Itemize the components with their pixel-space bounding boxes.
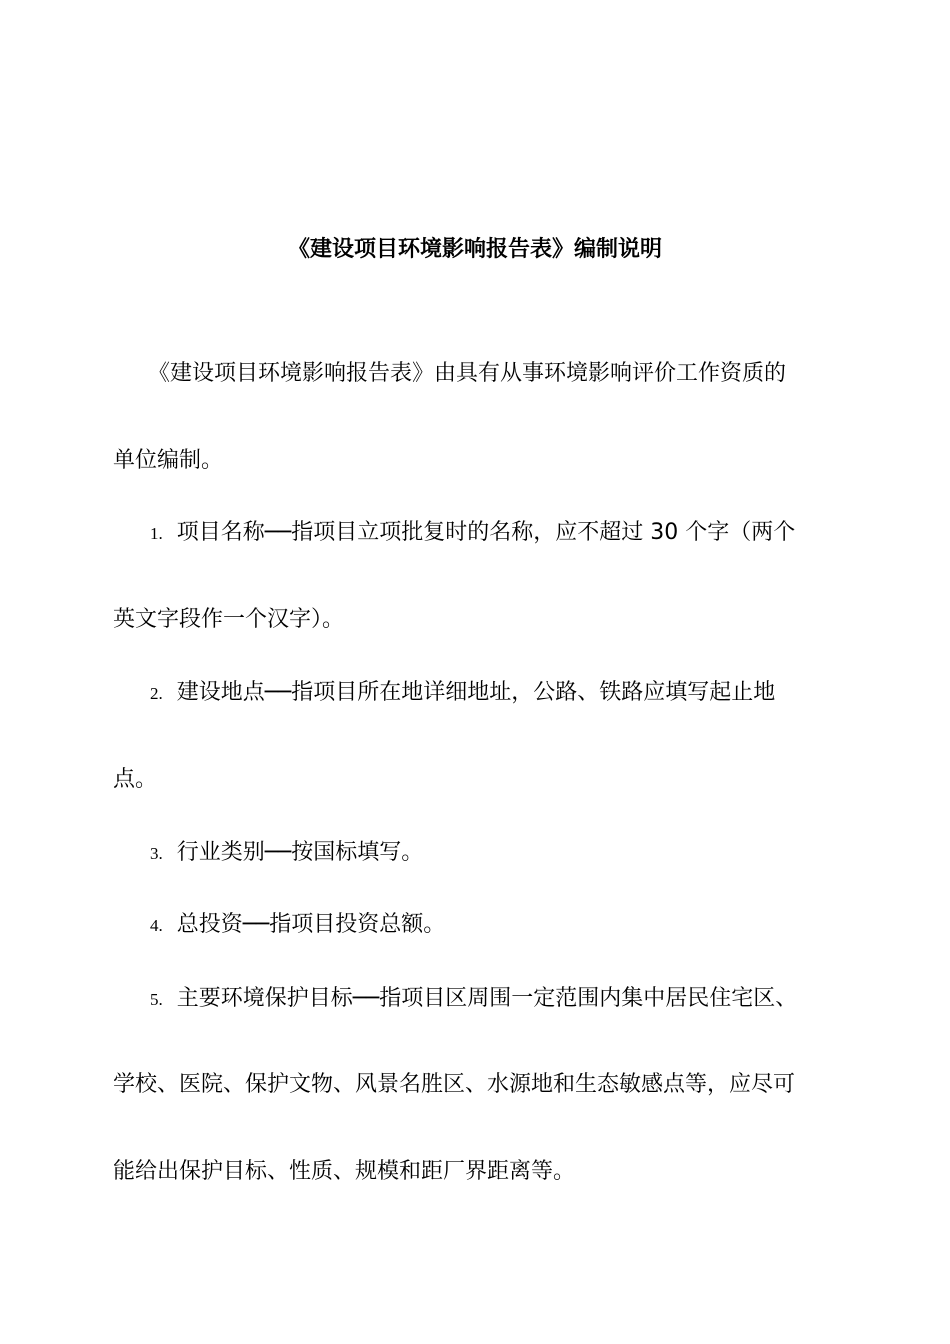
- item-2-number: 2.: [150, 684, 163, 703]
- item-4-number: 4.: [150, 916, 163, 935]
- item-5-text: 主要环境保护目标──指项目区周围一定范围内集中居民住宅区、: [176, 986, 798, 1011]
- document-title: 《建设项目环境影响报告表》编制说明: [287, 237, 662, 262]
- item-2-line-2: 点。: [113, 767, 158, 792]
- intro-line-1: 《建设项目环境影响报告表》由具有从事环境影响评价工作资质的: [148, 361, 787, 386]
- item-2-text: 建设地点──指项目所在地详细地址，公路、铁路应填写起止地: [176, 680, 776, 705]
- item-5-line-1: [150, 983, 797, 1016]
- item-2-line-1: [150, 677, 775, 710]
- intro-line-2: 单位编制。: [113, 448, 224, 473]
- item-3-number: 3.: [150, 844, 163, 863]
- item-4-text: 总投资──指项目投资总额。: [176, 912, 446, 937]
- item-5-number: 5.: [150, 990, 163, 1009]
- item-1-line-1: [150, 517, 795, 550]
- item-1-text: 项目名称──指项目立项批复时的名称，应不超过 30 个字（两个: [176, 520, 796, 545]
- item-5-line-3: 能给出保护目标、性质、规模和距厂界距离等。: [113, 1159, 576, 1184]
- item-5-line-2: 学校、医院、保护文物、风景名胜区、水源地和生态敏感点等，应尽可: [113, 1072, 796, 1097]
- item-4-line-1: [150, 909, 445, 942]
- item-1-line-2: 英文字段作一个汉字）。: [113, 607, 345, 632]
- item-1-number: 1.: [150, 524, 163, 543]
- item-3-text: 行业类别──按国标填写。: [176, 840, 424, 865]
- item-3-line-1: [150, 837, 423, 870]
